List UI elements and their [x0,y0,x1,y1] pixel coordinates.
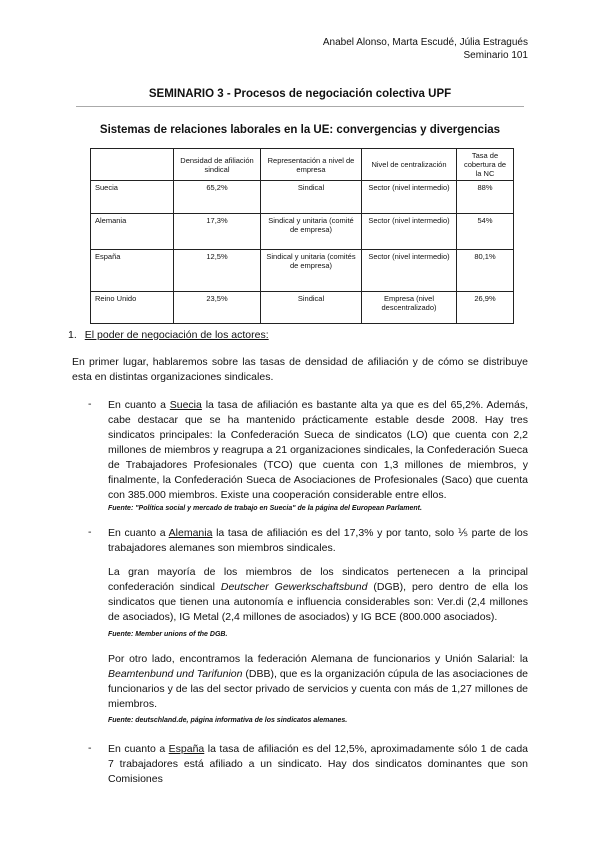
alemania-p2-post: (DGB), pero dentro de ella los sindicatos que tienen una autonomía e influencia considerables son: Ver.di (2,4 millones de asociados), IG Metal (2,4 millones de asociados) y IG BCE (800.000 asociados). [108,581,528,623]
espana-paragraph [108,742,528,787]
table-cell: Sindical y unitaria (comités de empresa) [261,250,362,292]
suecia-text: la tasa de afiliación es bastante alta ya que es del 65,2%. Además, cabe destacar que se ha mantenido prácticamente estable desde 2008. Hay tres sindicatos principales: la Confederación Sueca de sindicatos (LO) que cuenta con 2,2 millones de miembros y reagrupa a 21 organizaciones sindicales, la Confederación Sueca de Trabajadores Profesionales (TCO) que cuenta con 1,3 millones de miembros, y finalmente, la Confederación Sueca de Asociaciones de Profesionales (Saco) que cuenta con 385.000 miembros. Existe una cooperación considerable entre ellos. [108,399,528,501]
table-header-cell: Tasa de cobertura de la NC [457,149,514,181]
table-cell: 88% [457,181,514,214]
alemania-source-1: Fuente: Member unions of the DGB. [108,631,228,638]
table-row [91,181,514,214]
table-cell: Sindical [261,292,362,324]
table-cell: 12,5% [174,250,261,292]
table-cell: Alemania [91,214,174,250]
table-header-cell [91,149,174,181]
table-row [91,250,514,292]
table-cell: Sindical [261,181,362,214]
alemania-p3-italic: Beamtenbund und Tarifunion [108,668,243,680]
alemania-paragraph-2 [108,565,528,625]
alemania-paragraph-3 [108,652,528,712]
espana-country: España [168,743,205,755]
table-cell: 54% [457,214,514,250]
alemania-p3-pre: Por otro lado, encontramos la federación Alemana de funcionarios y Unión Salarial: la [108,653,528,665]
suecia-pre: En cuanto a [108,399,170,411]
table-cell: España [91,250,174,292]
alemania-source-2: Fuente: deutschland.de, página informativa de los sindicatos alemanes. [108,717,348,724]
table-cell: 23,5% [174,292,261,324]
table-header-row [91,149,514,181]
document-title: SEMINARIO 3 - Procesos de negociación colectiva UPF [148,88,452,100]
alemania-paragraph [108,526,528,556]
espana-text: la tasa de afiliación es del 12,5%, aproximadamente sólo 1 de cada 7 trabajadores está afiliado a un sindicato. Hay dos sindicatos dominantes que son Comisiones [108,743,528,785]
bullet-dash: - [88,398,92,410]
table-cell: 65,2% [174,181,261,214]
page-header [323,36,528,62]
table-cell: Reino Unido [91,292,174,324]
table-cell: Sector (nivel intermedio) [362,250,457,292]
espana-pre: En cuanto a [108,743,169,755]
authors: Anabel Alonso, Marta Escudé, Júlia Estragués [322,37,528,48]
table-header-cell: Densidad de afiliación sindical [174,149,261,181]
section-heading [68,329,269,341]
suecia-country: Suecia [169,399,202,411]
table-cell: 26,9% [457,292,514,324]
alemania-text: la tasa de afiliación es del 17,3% y por tanto, solo ⅕ parte de los trabajadores alemanes son miembros sindicales. [108,527,529,554]
table-cell: 17,3% [174,214,261,250]
table-cell: Suecia [91,181,174,214]
intro-paragraph: En primer lugar, hablaremos sobre las tasas de densidad de afiliación y de cómo se distribuye esta en distintas organizaciones sindicales. [72,356,528,383]
alemania-p2-pre: La gran mayoría de los miembros de los sindicatos pertenecen a la principal confederación sindical [108,566,528,593]
suecia-paragraph [108,398,528,503]
section-title: El poder de negociación de los actores: [84,329,269,341]
table-cell: 80,1% [457,250,514,292]
table-row [91,214,514,250]
document-subtitle: Sistemas de relaciones laborales en la UE: convergencias y divergencias [99,124,501,136]
suecia-source: Fuente: "Política social y mercado de trabajo en Suecia" de la página del European Parlament. [108,505,422,512]
table-header-cell: Nivel de centralización [362,149,457,181]
alemania-p2-italic: Deutscher Gewerkschaftsbund [220,581,368,593]
table-row [91,292,514,324]
table-cell: Empresa (nivel descentralizado) [362,292,457,324]
title-divider [76,106,524,107]
alemania-country: Alemania [168,527,213,539]
table-cell: Sector (nivel intermedio) [362,181,457,214]
bullet-dash: - [88,742,92,754]
comparison-table [90,148,514,324]
alemania-pre: En cuanto a [108,527,169,539]
alemania-p3-post: (DBB), que es la organización cúpula de las asociaciones de funcionarios y de las del sector privado de servicios y cuenta con más de 1,27 millones de miembros. [108,668,528,710]
seminar-label: Seminario 101 [463,50,528,61]
section-number: 1. [68,329,77,341]
table-cell: Sector (nivel intermedio) [362,214,457,250]
bullet-dash: - [88,526,92,538]
table-header-cell: Representación a nivel de empresa [261,149,362,181]
table-cell: Sindical y unitaria (comité de empresa) [261,214,362,250]
